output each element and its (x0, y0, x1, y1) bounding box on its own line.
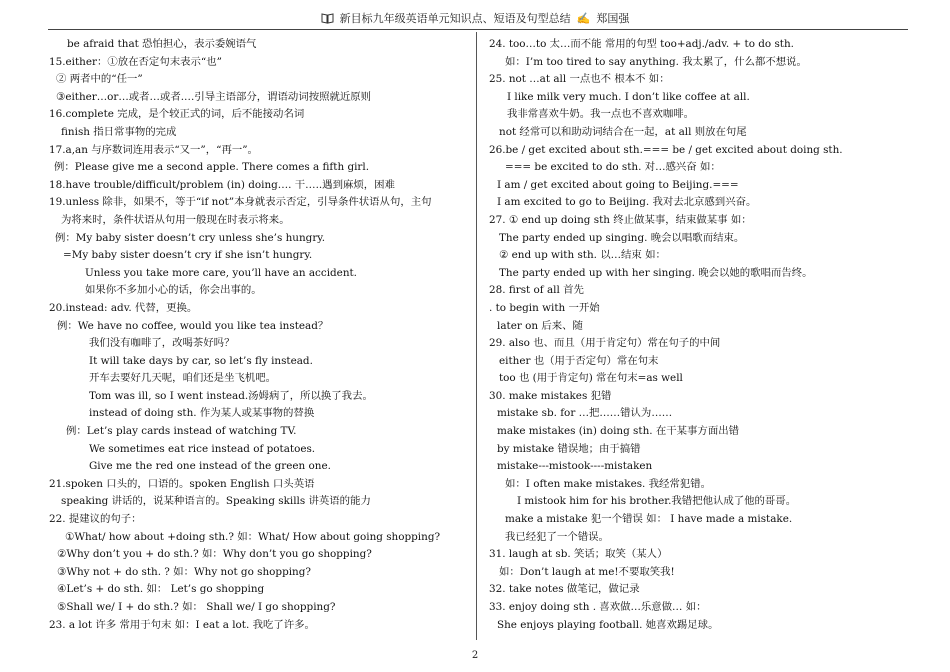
text-line: 29. also 也、而且（用于肯定句）常在句子的中间 (489, 337, 721, 350)
text-line: ⑤Shall we/ I + do sth.? 如： Shall we/ I go shopping? (57, 601, 336, 613)
text-line: 如：Don’t laugh at me!不要取笑我! (499, 565, 675, 578)
text-line: make a mistake 犯一个错误 如： I have made a mistake. (505, 513, 793, 526)
header-title: 新目标九年级英语单元知识点、短语及句型总结 (339, 12, 571, 25)
text-line: The party ended up singing. 晚会以唱歌而结束。 (499, 231, 745, 244)
text-line: I am excited to go to Beijing. 我对去北京感到兴奋。 (497, 196, 757, 209)
text-line: 22. 提建议的句子： (49, 513, 142, 526)
text-line: later on 后来、随 (497, 319, 583, 332)
text-line: 20.instead: adv. 代替，更换。 (49, 301, 198, 314)
text-line: ③either…or…或者…或者.…引导主语部分，谓语动词按照就近原则 (56, 90, 372, 103)
left-column (49, 36, 474, 634)
text-line: 如：I’m too tired to say anything. 我太累了，什么都不想说。 (505, 55, 807, 68)
text-line: make mistakes (in) doing sth. 在干某事方面出错 (497, 425, 739, 438)
text-line: 26.be / get excited about sth.=== be / get excited about doing sth. (489, 143, 843, 156)
text-line: not 经常可以和助动词结合在一起，at all 则放在句尾 (499, 125, 747, 138)
right-column (489, 36, 909, 634)
text-line: 为将来时，条件状语从句用一般现在时表示将来。 (61, 213, 290, 226)
text-line: 30. make mistakes 犯错 (489, 389, 612, 402)
text-line: =My baby sister doesn’t cry if she isn’t hungry. (63, 249, 313, 262)
text-line: be afraid that 恐怕担心，表示委婉语气 (67, 38, 257, 50)
text-line: either 也（用于否定句）常在句末 (499, 354, 659, 367)
text-line: 23. a lot 许多 常用于句末 如：I eat a lot. 我吃了许多。 (49, 618, 315, 631)
text-line: mistake sb. for …把……错认为…… (497, 407, 673, 420)
text-line: instead of doing sth. 作为某人或某事物的替换 (89, 407, 315, 420)
text-line: 如：I often make mistakes. 我经常犯错。 (505, 477, 712, 490)
text-line: ② 两者中的“任一” (56, 73, 143, 86)
text-line: 我非常喜欢牛奶。我一点也不喜欢咖啡。 (507, 108, 695, 121)
text-line: 我们没有咖啡了，改喝茶好吗？ (89, 337, 235, 350)
text-line: It will take days by car, so let’s fly instead. (89, 354, 313, 367)
text-line: speaking 讲话的，说某种语言的。Speaking skills 讲英语的能力 (61, 495, 371, 508)
text-line: Unless you take more care, you’ll have an accident. (85, 266, 357, 279)
text-line: 开车去要好几天呢，咱们还是坐飞机吧。 (89, 372, 277, 385)
text-line: . to begin with 一开始 (489, 301, 600, 314)
text-line: 21.spoken 口头的，口语的。spoken English 口头英语 (49, 477, 315, 490)
text-line: 我已经犯了一个错误。 (505, 530, 609, 543)
page-header (0, 10, 950, 26)
text-line: 15.either：①放在否定句末表示“也” (49, 55, 222, 68)
header-rule (48, 29, 908, 30)
text-line: 18.have trouble/difficult/problem (in) doing…. 干…..遇到麻烦，困难 (49, 178, 395, 191)
text-line: finish 指日常事物的完成 (61, 125, 177, 138)
text-line: I mistook him for his brother.我错把他认成了他的哥哥。 (517, 495, 797, 508)
text-line: 28. first of all 首先 (489, 284, 584, 297)
text-line: 33. enjoy doing sth . 喜欢做…乐意做… 如： (489, 601, 707, 613)
text-line: I am / get excited about going to Beijing.=== (497, 178, 739, 191)
text-line: We sometimes eat rice instead of potatoes. (89, 442, 316, 455)
text-line: 32. take notes 做笔记，做记录 (489, 583, 640, 596)
text-line: by mistake 错误地；由于搞错 (497, 442, 641, 455)
text-line: ②Why don’t you + do sth.? 如：Why don’t you go shopping? (57, 548, 372, 561)
text-line: 25. not …at all 一点也不 根本不 如： (489, 73, 670, 86)
text-line: 例：We have no coffee, would you like tea instead？ (57, 319, 329, 332)
pen-icon: ✍ (576, 11, 591, 25)
text-line: 17.a,an 与序数词连用表示“又一”，“再一”。 (49, 143, 258, 156)
text-line: ④Let’s + do sth. 如： Let’s go shopping (57, 583, 265, 596)
text-line: 19.unless 除非，如果不，等于“if not”本身就表示否定，引导条件状语从句，主句 (49, 196, 432, 209)
header-author: 郑国强 (596, 12, 630, 25)
text-line: ② end up with sth. 以…结束 如： (499, 249, 666, 262)
text-line: 例：My baby sister doesn’t cry unless she’s hungry. (55, 231, 326, 244)
text-line: 24. too…to 太…而不能 常用的句型 too+adj./adv. + to do sth. (489, 38, 794, 50)
column-divider (476, 32, 477, 640)
text-line: Tom was ill, so I went instead.汤姆病了，所以换了我去。 (89, 389, 373, 402)
text-line: ③Why not + do sth. ? 如：Why not go shopping? (57, 565, 311, 578)
text-line: 16.complete 完成，是个较正式的词，后不能接动名词 (49, 108, 305, 121)
page-number: 2 (471, 650, 479, 661)
text-line: === be excited to do sth. 对…感兴奋 如： (505, 161, 721, 174)
text-line: 例：Please give me a second apple. There comes a fifth girl. (54, 161, 370, 174)
text-line: She enjoys playing football. 她喜欢踢足球。 (497, 618, 719, 631)
text-line: Give me the red one instead of the green one. (89, 460, 331, 473)
text-line: The party ended up with her singing. 晚会以她的歌唱而告终。 (499, 266, 813, 279)
text-line: I like milk very much. I don’t like coffee at all. (507, 90, 750, 103)
text-line: too 也 (用于肯定句) 常在句末=as well (499, 372, 683, 385)
book-icon (321, 13, 334, 24)
text-line: 例：Let’s play cards instead of watching TV. (66, 425, 297, 438)
text-line: 27. ① end up doing sth 终止做某事，结束做某事 如： (489, 213, 752, 226)
text-line: mistake---mistook----mistaken (497, 460, 653, 473)
text-line: 如果你不多加小心的话，你会出事的。 (85, 284, 262, 297)
text-line: 31. laugh at sb. 笑话；取笑（某人） (489, 548, 668, 561)
text-line: ①What/ how about +doing sth.? 如：What/ How about going shopping? (65, 530, 441, 543)
